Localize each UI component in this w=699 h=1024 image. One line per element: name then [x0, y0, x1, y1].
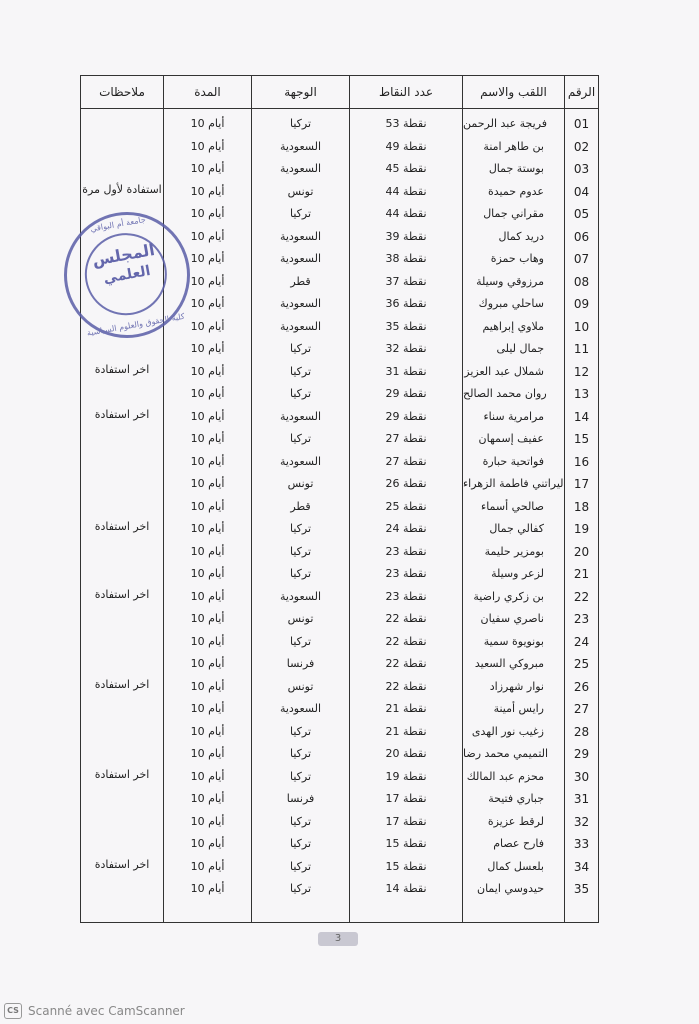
row-name: جباري فتيحة: [488, 792, 544, 805]
row-points: 17 نقطة: [385, 792, 427, 805]
row-duration: 10 أيام: [190, 342, 225, 355]
row-destination: السعودية: [279, 229, 322, 243]
row-name: جمال ليلى: [496, 342, 544, 355]
row-number: 10: [573, 319, 590, 334]
row-destination: تركيا: [289, 567, 312, 580]
row-duration: 10 أيام: [190, 702, 225, 715]
row-destination: فرنسا: [286, 792, 315, 805]
row-number: 20: [573, 544, 590, 559]
row-name: بومزير حليمة: [484, 544, 544, 558]
row-number: 18: [573, 499, 590, 514]
row-points: 22 نقطة: [385, 657, 427, 670]
stamp-center-line1: المجلس: [90, 239, 157, 270]
row-name: لرقط عزيزة: [487, 814, 544, 828]
row-duration: 10 أيام: [190, 724, 225, 738]
row-destination: السعودية: [279, 162, 322, 175]
stamp-center-line2: العلمي: [102, 263, 152, 287]
row-name: صالحي أسماء: [481, 499, 544, 513]
row-points: 19 نقطة: [385, 769, 427, 783]
number-column: [565, 109, 599, 923]
stamp-ring-top-text: جامعة أم البواقي: [89, 214, 147, 234]
row-number: 09: [573, 297, 590, 311]
row-number: 12: [573, 364, 590, 379]
page-number: 3: [334, 933, 342, 944]
row-points: 36 نقطة: [385, 297, 427, 310]
row-duration: 10 أيام: [190, 117, 225, 130]
row-points: 20 نقطة: [385, 747, 427, 760]
row-number: 22: [573, 589, 590, 604]
row-name: فريجة عبد الرحمن: [463, 117, 548, 130]
row-duration: 10 أيام: [190, 589, 225, 603]
row-points: 22 نقطة: [385, 634, 427, 648]
row-duration: 10 أيام: [190, 454, 225, 468]
row-points: 25 نقطة: [385, 499, 427, 513]
row-note: اخر استفادة: [94, 520, 150, 533]
row-points: 49 نقطة: [385, 139, 427, 153]
row-destination: تركيا: [289, 724, 312, 738]
row-name: ليراتني فاطمة الزهراء: [463, 477, 564, 490]
row-points: 53 نقطة: [385, 117, 427, 130]
row-name: رايس أمينة: [493, 702, 544, 715]
row-points: 39 نقطة: [385, 229, 427, 243]
row-number: 29: [573, 747, 590, 761]
row-destination: السعودية: [279, 297, 322, 310]
row-duration: 10 أيام: [190, 184, 225, 198]
row-note: اخر استفادة: [94, 767, 150, 781]
row-name: مقراني جمال: [483, 207, 544, 220]
row-number: 04: [573, 184, 590, 199]
name-column: [463, 109, 565, 923]
row-destination: فرنسا: [286, 657, 315, 670]
row-name: عفيف إسمهان: [478, 432, 544, 445]
row-number: 19: [573, 522, 590, 536]
row-number: 26: [573, 679, 590, 694]
row-points: 15 نقطة: [385, 837, 427, 850]
row-duration: 10 أيام: [190, 364, 225, 378]
row-note: اخر استفادة: [94, 587, 150, 601]
row-destination: تونس: [287, 184, 314, 198]
row-duration: 10 أيام: [190, 544, 225, 558]
row-duration: 10 أيام: [190, 229, 225, 243]
header-points: عدد النقاط: [350, 76, 463, 109]
row-points: 32 نقطة: [385, 342, 427, 355]
row-duration: 10 أيام: [190, 274, 225, 288]
row-duration: 10 أيام: [190, 162, 225, 175]
row-number: 35: [573, 882, 590, 896]
row-name: زغيب نور الهدى: [471, 724, 544, 738]
row-points: 22 نقطة: [385, 612, 427, 625]
row-destination: تركيا: [289, 364, 312, 378]
page-number-badge: [318, 932, 358, 946]
row-destination: تركيا: [289, 859, 312, 873]
row-name: وهاب حمزة: [490, 252, 544, 265]
row-number: 13: [573, 387, 590, 401]
row-destination: قطر: [290, 274, 311, 288]
row-number: 17: [573, 477, 590, 491]
row-points: 35 نقطة: [385, 319, 427, 333]
row-note: اخر استفادة: [94, 677, 150, 691]
camscanner-logo-icon: CS: [4, 1003, 22, 1019]
row-number: 08: [573, 274, 590, 289]
row-number: 15: [573, 432, 590, 446]
row-number: 06: [573, 229, 590, 244]
points-column: [350, 109, 463, 923]
row-duration: 10 أيام: [190, 207, 225, 220]
row-points: 21 نقطة: [385, 702, 427, 715]
row-destination: السعودية: [279, 589, 322, 603]
header-duration: المدة: [164, 76, 252, 109]
row-destination: تركيا: [289, 882, 312, 895]
row-name: ناصري سفيان: [480, 612, 544, 625]
row-name: شملال عبد العزيز: [464, 364, 544, 378]
row-destination: تركيا: [289, 544, 312, 558]
row-destination: السعودية: [279, 702, 322, 715]
row-name: حيدوسي ايمان: [477, 882, 544, 895]
row-destination: السعودية: [279, 409, 322, 423]
row-name: مرزوقي وسيلة: [476, 274, 544, 288]
row-points: 44 نقطة: [385, 207, 427, 220]
row-destination: تركيا: [289, 207, 312, 220]
row-destination: تركيا: [289, 769, 312, 783]
row-destination: تركيا: [289, 522, 312, 535]
row-number: 05: [573, 207, 590, 221]
row-points: 23 نقطة: [385, 544, 427, 558]
row-note: استفادة لأول مرة: [82, 182, 162, 196]
row-number: 01: [573, 117, 590, 131]
row-name: بن زكري راضية: [473, 589, 544, 603]
row-name: روان محمد الصالح: [463, 387, 547, 400]
row-points: 23 نقطة: [385, 589, 427, 603]
row-name: محزم عبد المالك: [466, 769, 544, 783]
row-points: 24 نقطة: [385, 522, 427, 535]
row-number: 24: [573, 634, 590, 649]
row-name: مرامرية سناء: [483, 409, 544, 423]
row-name: ملاوي إبراهيم: [482, 319, 544, 333]
row-number: 32: [573, 814, 590, 829]
row-number: 28: [573, 724, 590, 739]
row-points: 21 نقطة: [385, 724, 427, 738]
row-name: بوستة جمال: [488, 162, 544, 175]
row-duration: 10 أيام: [190, 432, 225, 445]
beneficiaries-table: [80, 75, 599, 923]
row-destination: تركيا: [289, 117, 312, 130]
row-duration: 10 أيام: [190, 679, 225, 693]
row-points: 29 نقطة: [385, 409, 427, 423]
row-name: نوار شهرزاد: [489, 679, 544, 693]
row-duration: 10 أيام: [190, 814, 225, 828]
row-duration: 10 أيام: [190, 859, 225, 873]
row-number: 16: [573, 454, 590, 469]
row-duration: 10 أيام: [190, 297, 225, 310]
row-points: 15 نقطة: [385, 859, 427, 873]
row-duration: 10 أيام: [190, 567, 225, 580]
row-duration: 10 أيام: [190, 792, 225, 805]
header-destination: الوجهة: [252, 76, 350, 109]
row-name: بونويوة سمية: [483, 634, 544, 648]
row-number: 33: [573, 837, 590, 851]
row-destination: تركيا: [289, 432, 312, 445]
row-duration: 10 أيام: [190, 837, 225, 850]
row-destination: السعودية: [279, 319, 322, 333]
camscanner-footer: [4, 1002, 185, 1020]
row-number: 07: [573, 252, 590, 266]
row-number: 31: [573, 792, 590, 806]
row-duration: 10 أيام: [190, 747, 225, 760]
row-points: 14 نقطة: [385, 882, 427, 895]
row-destination: تركيا: [289, 634, 312, 648]
row-number: 21: [573, 567, 590, 581]
row-destination: السعودية: [279, 252, 322, 265]
row-duration: 10 أيام: [190, 769, 225, 783]
row-number: 14: [573, 409, 590, 424]
duration-column: [164, 109, 252, 923]
row-points: 22 نقطة: [385, 679, 427, 693]
row-name: كفالي جمال: [489, 522, 544, 535]
row-duration: 10 أيام: [190, 477, 225, 490]
row-points: 26 نقطة: [385, 477, 427, 490]
row-number: 03: [573, 162, 590, 176]
row-duration: 10 أيام: [190, 882, 225, 895]
row-points: 17 نقطة: [385, 814, 427, 828]
row-number: 02: [573, 139, 590, 154]
row-name: بن طاهر امنة: [483, 139, 544, 153]
row-points: 38 نقطة: [385, 252, 427, 265]
row-name: ساحلي مبروك: [478, 297, 544, 310]
header-notes: ملاحظات: [81, 76, 164, 109]
row-name: بلعسل كمال: [487, 859, 544, 873]
row-destination: تونس: [287, 612, 314, 625]
row-duration: 10 أيام: [190, 319, 225, 333]
row-destination: تركيا: [289, 837, 312, 850]
row-name: التميمي محمد رضا: [463, 747, 549, 760]
row-note: اخر استفادة: [94, 362, 150, 376]
row-name: مبروكي السعيد: [474, 657, 544, 670]
row-points: 27 نقطة: [385, 432, 427, 445]
row-number: 30: [573, 769, 590, 784]
row-duration: 10 أيام: [190, 657, 225, 670]
row-destination: تركيا: [289, 814, 312, 828]
header-number: الرقم: [565, 76, 599, 109]
row-duration: 10 أيام: [190, 409, 225, 423]
row-name: دريد كمال: [498, 229, 544, 243]
row-duration: 10 أيام: [190, 634, 225, 648]
row-name: فارح عصام: [493, 837, 544, 850]
row-destination: تونس: [287, 679, 314, 693]
row-duration: 10 أيام: [190, 387, 225, 400]
row-duration: 10 أيام: [190, 612, 225, 625]
row-points: 45 نقطة: [385, 162, 427, 175]
row-number: 34: [573, 859, 590, 874]
row-name: فواتحية حبارة: [482, 454, 544, 468]
row-duration: 10 أيام: [190, 252, 225, 265]
row-note: اخر استفادة: [94, 857, 150, 871]
row-points: 44 نقطة: [385, 184, 427, 198]
row-name: عدوم حميدة: [488, 184, 544, 198]
row-number: 11: [573, 342, 590, 356]
row-name: لزعر وسيلة: [491, 567, 544, 580]
row-points: 23 نقطة: [385, 567, 427, 580]
row-number: 27: [573, 702, 590, 716]
row-destination: تركيا: [289, 747, 312, 760]
row-destination: تركيا: [289, 387, 312, 400]
row-destination: السعودية: [279, 454, 322, 468]
stamp-ring-bottom-text: كلية الحقوق والعلوم السياسية: [86, 311, 186, 338]
row-destination: السعودية: [279, 139, 322, 153]
header-name: اللقب والاسم: [463, 76, 565, 109]
row-destination: قطر: [290, 499, 311, 513]
row-duration: 10 أيام: [190, 499, 225, 513]
row-destination: تونس: [287, 477, 314, 490]
row-points: 31 نقطة: [385, 364, 427, 378]
destination-column: [252, 109, 350, 923]
row-number: 23: [573, 612, 590, 626]
row-note: اخر استفادة: [94, 407, 150, 421]
row-destination: تركيا: [289, 342, 312, 355]
camscanner-footer-text: Scanné avec CamScanner: [28, 1004, 185, 1018]
row-duration: 10 أيام: [190, 522, 225, 535]
table-header-row: [81, 76, 599, 109]
row-points: 37 نقطة: [385, 274, 427, 288]
row-duration: 10 أيام: [190, 139, 225, 153]
row-number: 25: [573, 657, 590, 671]
row-points: 29 نقطة: [385, 387, 427, 400]
row-points: 27 نقطة: [385, 454, 427, 468]
